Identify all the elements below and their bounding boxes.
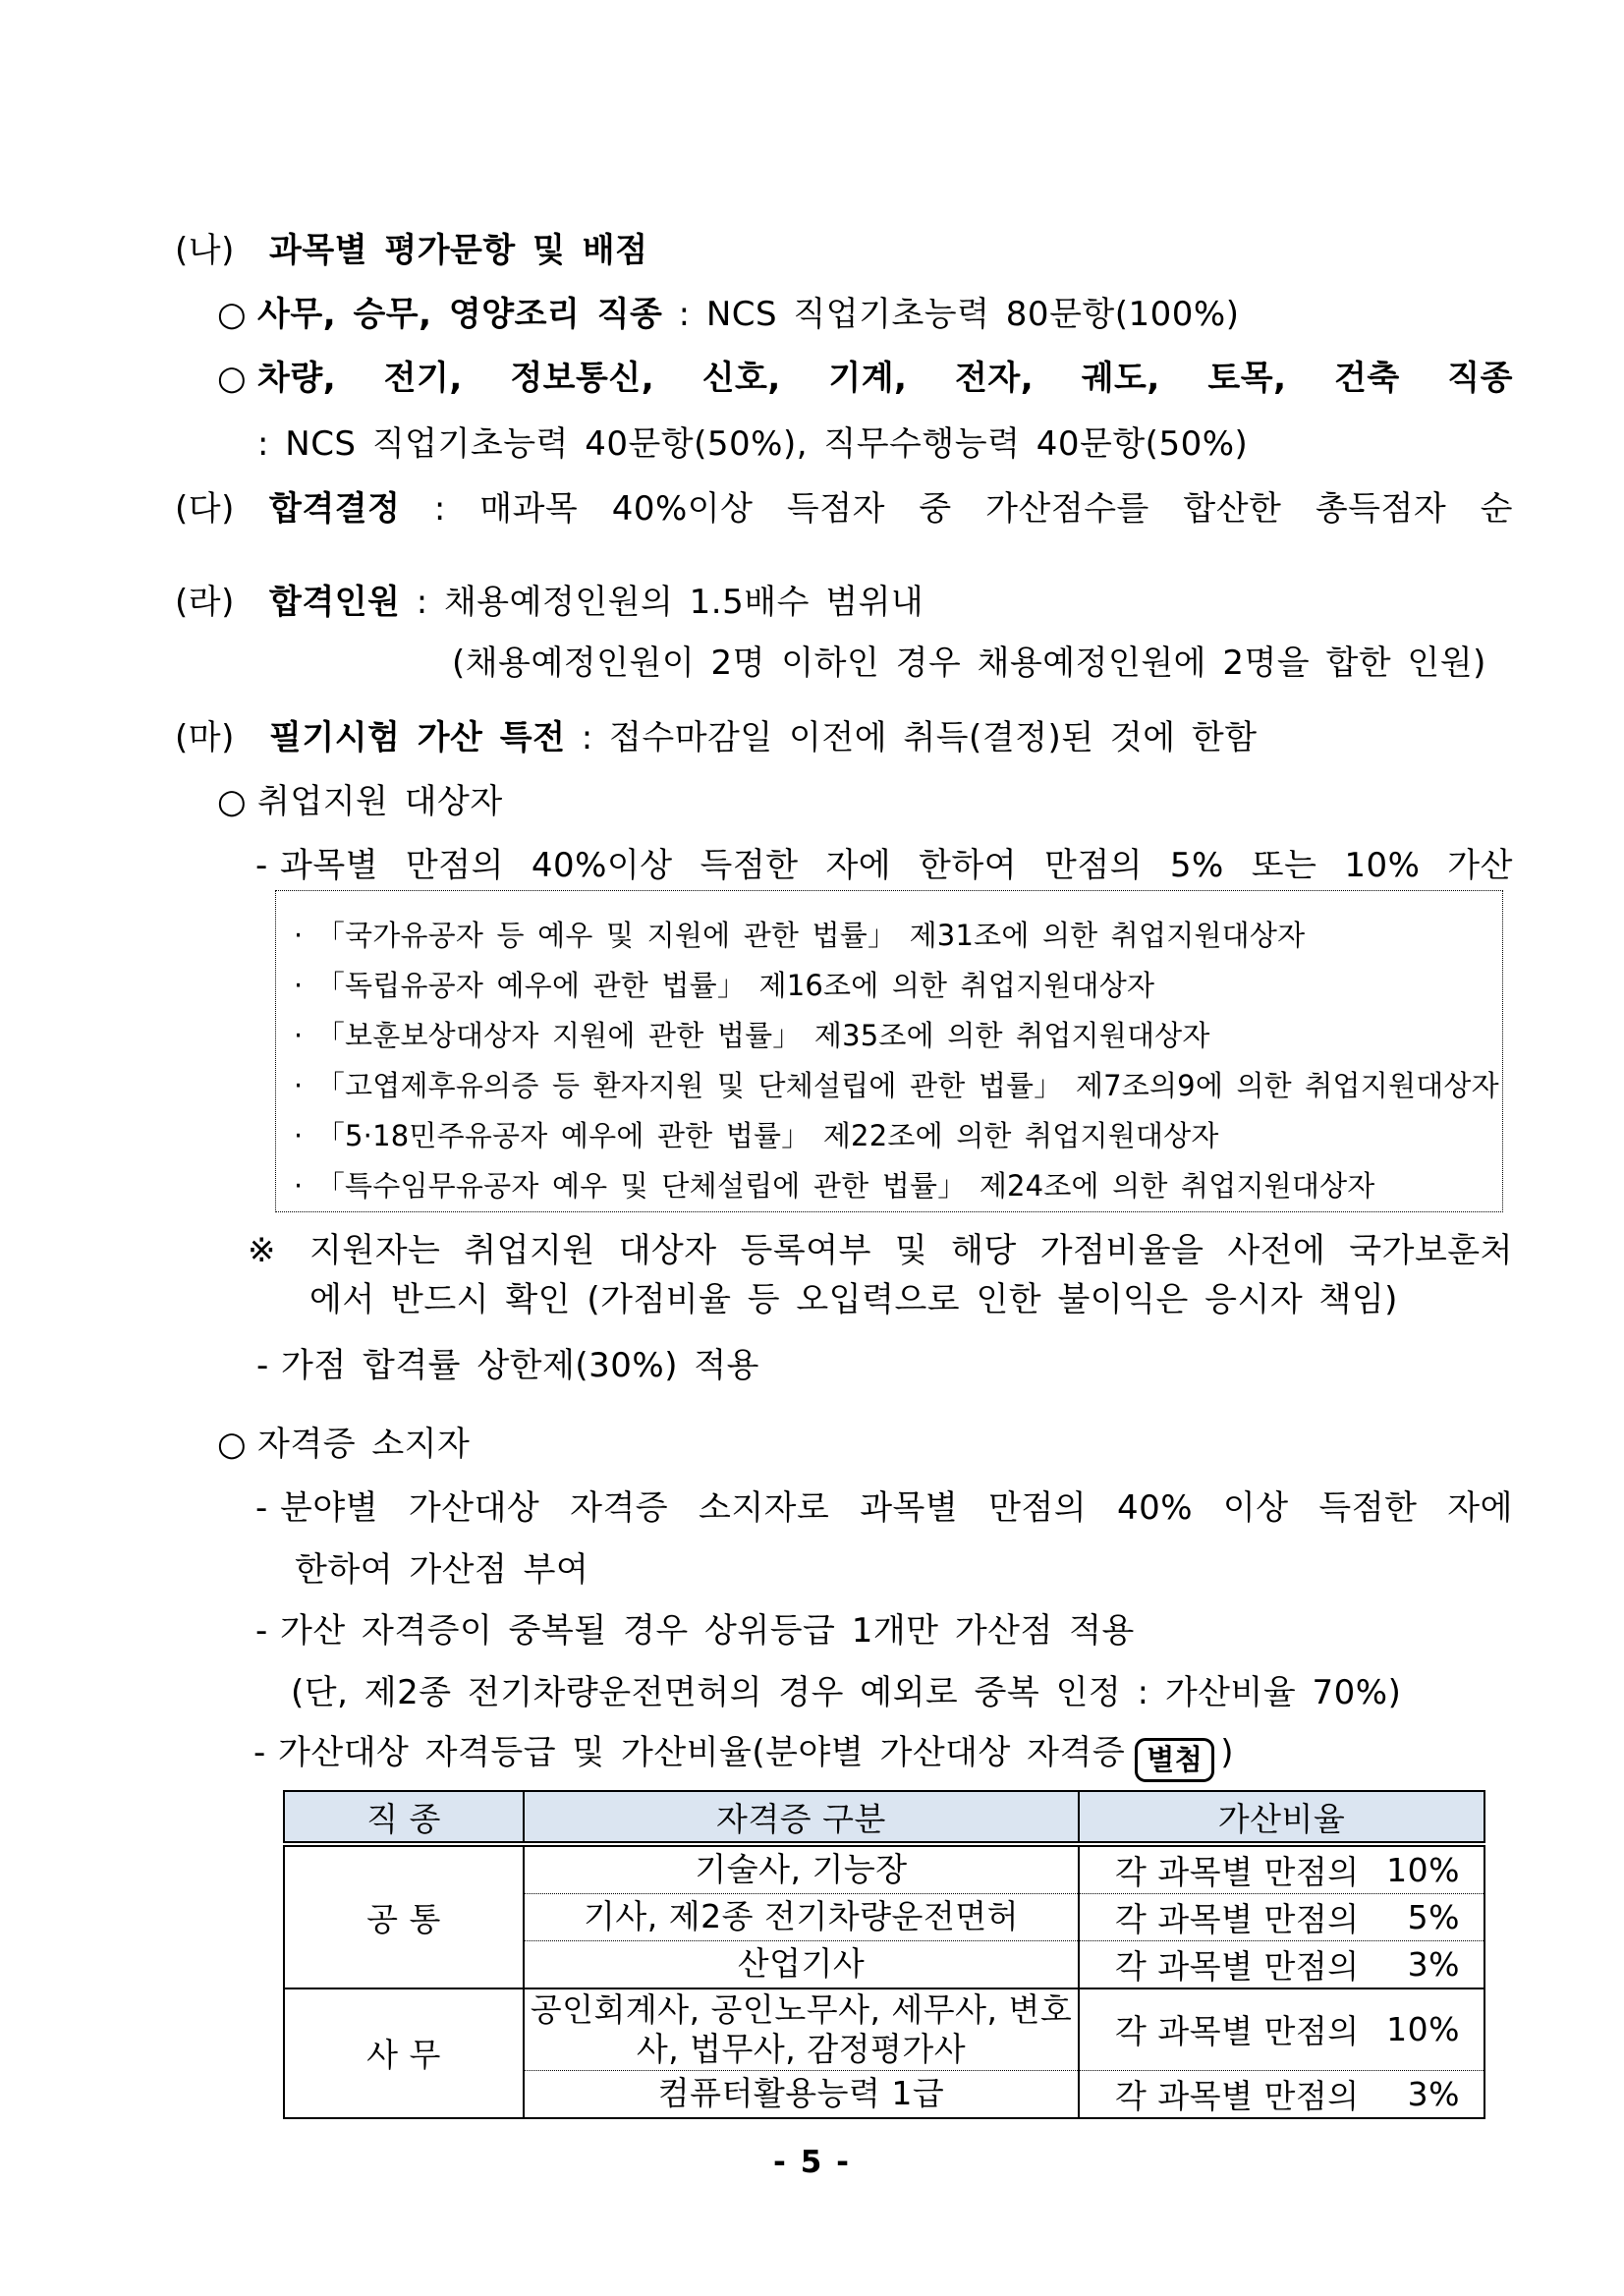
technical-jobs-continuation: : NCS 직업기초능력 40문항(50%), 직무수행능력 40문항(50%) — [257, 424, 1249, 464]
bonus-value: 5% — [1407, 1898, 1460, 1936]
section-da-line — [175, 487, 1513, 531]
qualification-cell: 기술사, 기능장 — [524, 1844, 1079, 1894]
office-jobs-rest: : NCS 직업기초능력 80문항(100%) — [662, 295, 1240, 334]
dash-bullet-icon: - — [255, 1488, 268, 1528]
license-heading — [217, 1423, 470, 1466]
bonus-value: 10% — [1386, 1851, 1460, 1889]
bonus-rate-table — [283, 1790, 1485, 2119]
license-rule1-line2: 한하여 가산점 부여 — [295, 1550, 589, 1590]
table-row — [284, 1844, 1484, 1894]
license-heading-text: 자격증 소지자 — [257, 1425, 471, 1464]
dash-bullet-icon: - — [255, 846, 268, 885]
bonus-cell — [1079, 1894, 1484, 1941]
law-item: · 「고엽제후유의증 등 환자지원 및 단체설립에 관한 법률」 제7조의9에 의한 취업지원대상자 — [294, 1069, 1499, 1102]
bonus-label: 각 과목별 만점의 — [1115, 1947, 1360, 1986]
section-ra-note: (채용예정인원이 2명 이하인 경우 채용예정인원에 2명을 합한 인원) — [452, 644, 1486, 683]
law-item: · 「특수임무유공자 예우 및 단체설립에 관한 법률」 제24조에 의한 취업지원대상자 — [294, 1169, 1375, 1203]
section-ra-marker: (라) — [175, 583, 235, 622]
qualification-cell: 컴퓨터활용능력 1급 — [524, 2070, 1079, 2118]
qualification-cell: 산업기사 — [524, 1941, 1079, 1989]
section-na-marker: (나) — [175, 231, 235, 270]
reference-mark-icon: ※ — [248, 1231, 276, 1270]
bonus-cell — [1079, 1988, 1484, 2070]
license-rule3-line — [253, 1731, 1234, 1782]
circle-bullet-icon: ○ — [217, 782, 248, 821]
license-rule3-suffix: ) — [1220, 1733, 1235, 1772]
bonus-cell — [1079, 1844, 1484, 1894]
column-header-job: 직 종 — [284, 1791, 524, 1844]
verification-note-line2: 에서 반드시 확인 (가점비율 등 오입력으로 인한 불이익은 응시자 책임) — [309, 1280, 1398, 1319]
section-ma-text: : 접수마감일 이전에 취득(결정)된 것에 한함 — [565, 718, 1258, 757]
section-na-heading — [175, 229, 647, 272]
bonus-value: 3% — [1407, 1945, 1460, 1984]
section-da-text: : 매과목 40%이상 득점자 중 가산점수를 합산한 총득점자 순 — [400, 489, 1513, 529]
bonus-label: 각 과목별 만점의 — [1115, 1900, 1360, 1938]
law-item: · 「5·18민주유공자 예우에 관한 법률」 제22조에 의한 취업지원대상자 — [294, 1119, 1219, 1152]
bonus-value: 3% — [1407, 2074, 1460, 2113]
law-item: · 「독립유공자 예우에 관한 법률」 제16조에 의한 취업지원대상자 — [294, 969, 1155, 1002]
bonus-label: 각 과목별 만점의 — [1115, 2012, 1360, 2051]
page-number: - 5 - — [773, 2145, 851, 2180]
law-list-box — [275, 890, 1503, 1212]
qualification-cell: 공인회계사, 공인노무사, 세무사, 변호사, 법무사, 감정평가사 — [524, 1988, 1079, 2070]
section-ra-line — [175, 581, 924, 624]
column-header-bonus: 가산비율 — [1079, 1791, 1484, 1844]
license-rule1-line1 — [255, 1486, 1513, 1530]
qualification-cell: 기사, 제2종 전기차량운전면허 — [524, 1894, 1079, 1941]
table-header-row — [284, 1791, 1484, 1844]
dash-bullet-icon: - — [255, 1611, 268, 1651]
section-ma-label: 필기시험 가산 특전 — [269, 718, 566, 757]
bonus-cell — [1079, 2070, 1484, 2118]
section-ra-text: : 채용예정인원의 1.5배수 범위내 — [400, 583, 924, 622]
attachment-badge: 별첨 — [1135, 1738, 1214, 1782]
law-item: · 「국가유공자 등 예우 및 지원에 관한 법률」 제31조에 의한 취업지원대상자 — [294, 919, 1306, 952]
license-rule2-text: 가산 자격증이 중복될 경우 상위등급 1개만 가산점 적용 — [280, 1611, 1135, 1651]
bonus-cell — [1079, 1941, 1484, 1989]
section-ma-line — [175, 716, 1258, 759]
column-header-qualification: 자격증 구분 — [524, 1791, 1079, 1844]
circle-bullet-icon: ○ — [217, 295, 248, 334]
law-list — [294, 911, 1502, 1211]
office-jobs-bold: 사무, 승무, 영양조리 직종 — [257, 295, 663, 334]
section-ma-marker: (마) — [175, 718, 235, 757]
technical-jobs-bold: 차량, 전기, 정보통신, 신호, 기계, 전자, 궤도, 토목, 건축 직종 — [257, 359, 1513, 398]
office-jobs-line — [217, 293, 1240, 336]
circle-bullet-icon: ○ — [217, 359, 248, 398]
license-rule1-text1: 분야별 가산대상 자격증 소지자로 과목별 만점의 40% 이상 득점한 자에 — [280, 1488, 1513, 1528]
license-rule2-note: (단, 제2종 전기차량운전면허의 경우 예외로 중복 인정 : 가산비율 70%) — [291, 1673, 1402, 1712]
employment-heading-text: 취업지원 대상자 — [257, 782, 503, 821]
section-da-marker: (다) — [175, 489, 235, 529]
dash-bullet-icon: - — [253, 1733, 266, 1772]
license-rule3-prefix: 가산대상 자격등급 및 가산비율(분야별 가산대상 자격증 — [278, 1733, 1126, 1772]
section-da-label: 합격결정 — [269, 489, 401, 529]
employment-rule — [255, 844, 1513, 887]
cap-rule-text: 가점 합격률 상한제(30%) 적용 — [281, 1346, 759, 1385]
circle-bullet-icon: ○ — [217, 1425, 248, 1464]
verification-note-text1: 지원자는 취업지원 대상자 등록여부 및 해당 가점비율을 사전에 국가보훈처 — [309, 1231, 1513, 1270]
section-ra-label: 합격인원 — [269, 583, 401, 622]
bonus-label: 각 과목별 만점의 — [1115, 2076, 1360, 2115]
bonus-label: 각 과목별 만점의 — [1115, 1853, 1360, 1891]
bonus-value: 10% — [1386, 2010, 1460, 2049]
table-row — [284, 1988, 1484, 2070]
technical-jobs-line — [217, 357, 1513, 400]
employment-rule-text: 과목별 만점의 40%이상 득점한 자에 한하여 만점의 5% 또는 10% 가산 — [280, 846, 1513, 885]
dash-bullet-icon: - — [256, 1346, 269, 1385]
category-cell-office: 사 무 — [284, 1988, 524, 2118]
cap-rule-line — [256, 1344, 759, 1387]
verification-note-line1 — [248, 1229, 1513, 1272]
license-rule2-line — [255, 1609, 1135, 1652]
employment-heading — [217, 780, 503, 823]
law-item: · 「보훈보상대상자 지원에 관한 법률」 제35조에 의한 취업지원대상자 — [294, 1019, 1210, 1052]
section-na-title: 과목별 평가문항 및 배점 — [269, 231, 648, 270]
category-cell-common: 공 통 — [284, 1844, 524, 1988]
